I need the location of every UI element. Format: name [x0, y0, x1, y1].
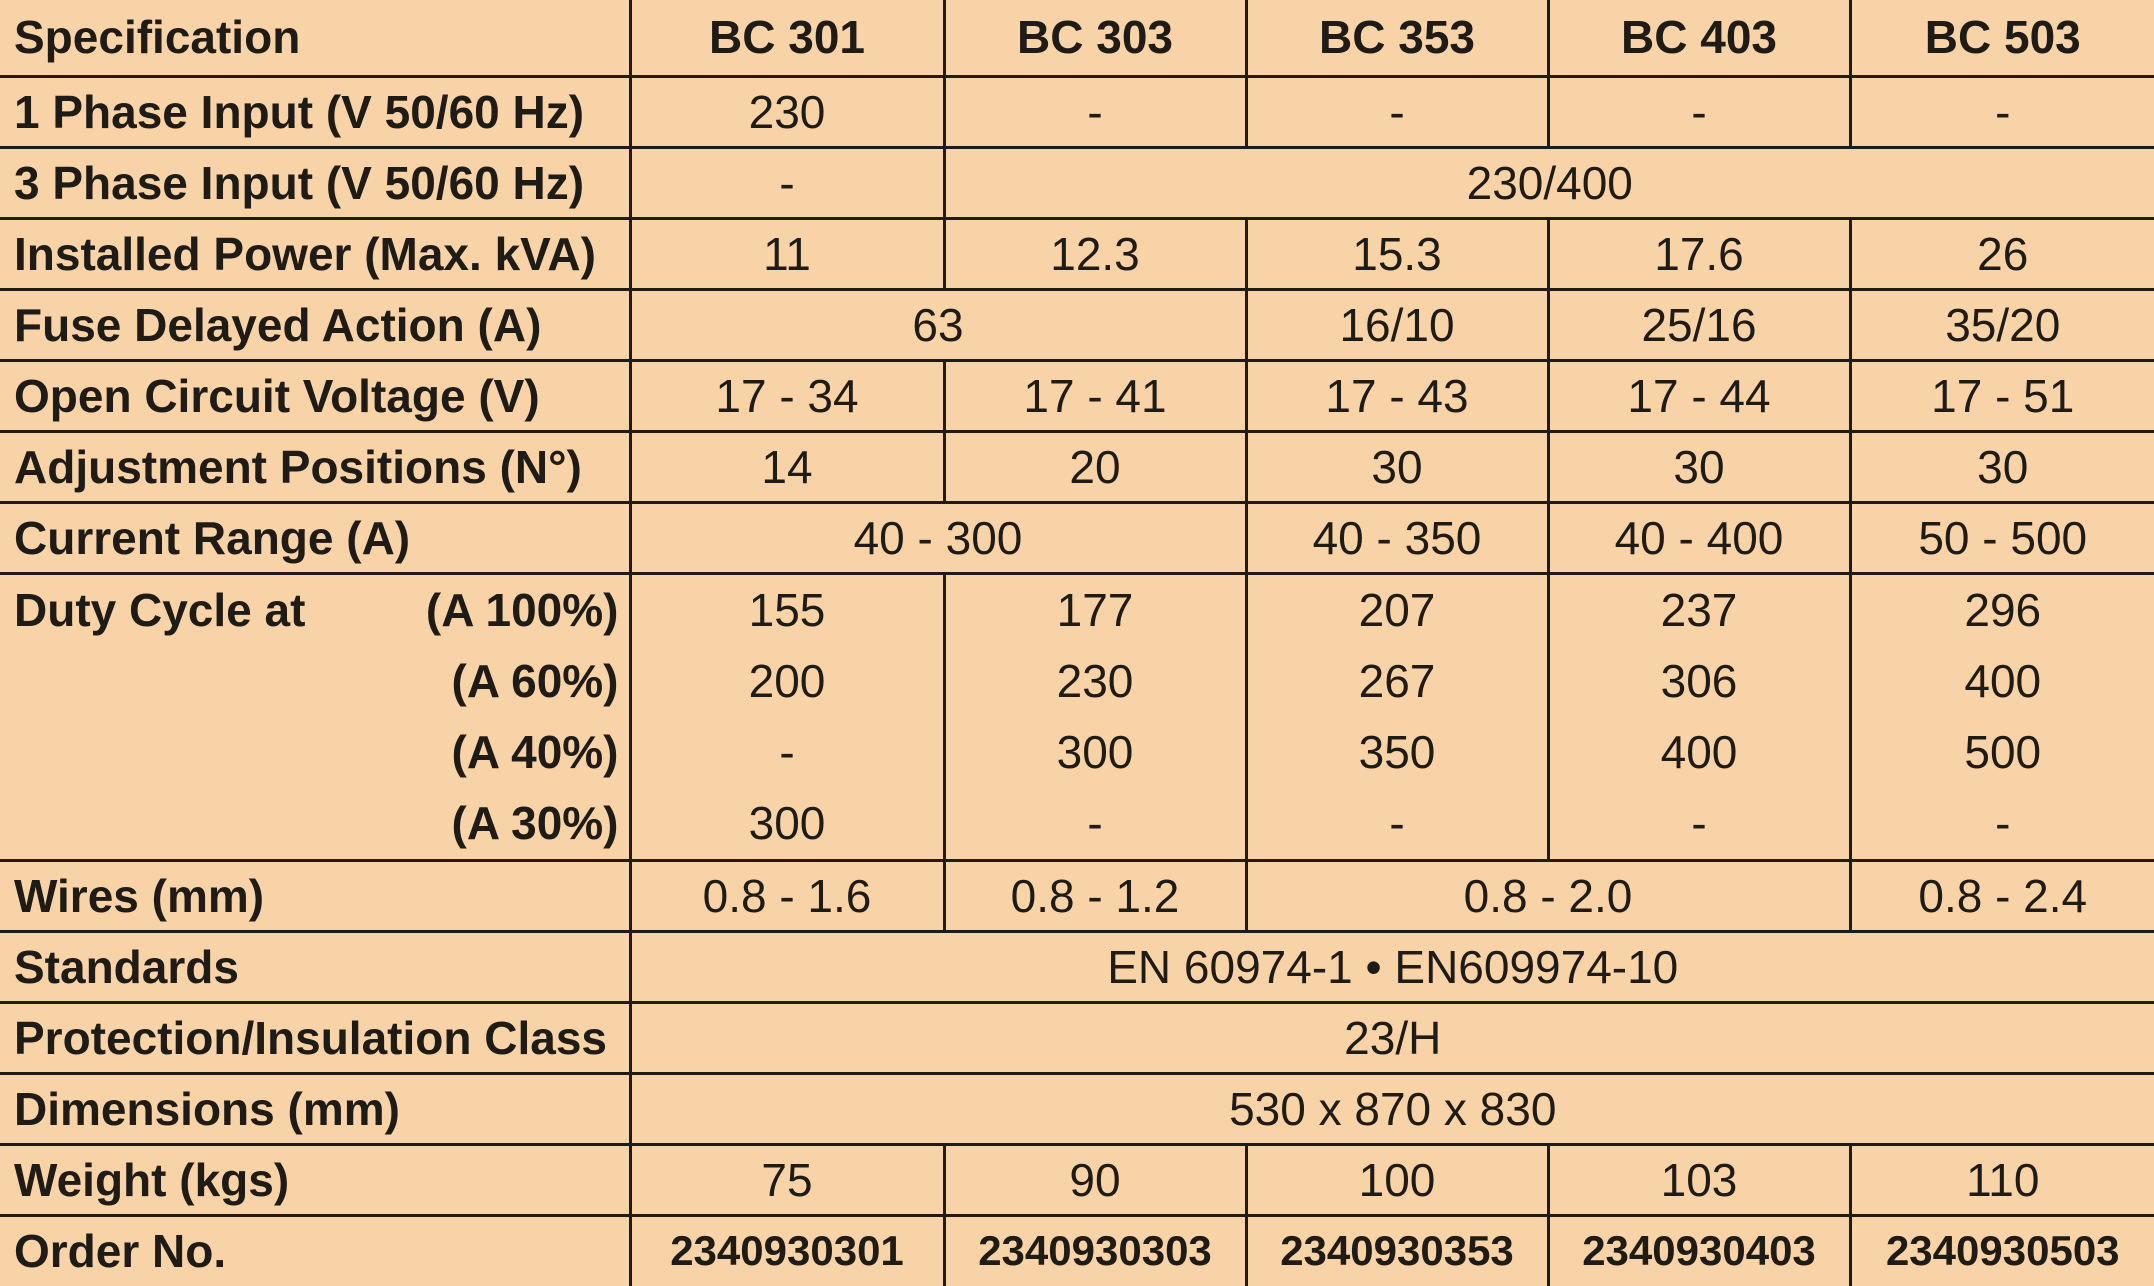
- standards-row: [0, 931, 2154, 1002]
- table-cell: 16/10: [1246, 289, 1548, 360]
- table-cell: -: [1548, 76, 1850, 147]
- table-cell: 17 - 44: [1548, 360, 1850, 431]
- row-label: Adjustment Positions (N°): [0, 431, 630, 502]
- model-bc353-header: BC 353: [1246, 0, 1548, 76]
- row-label: Protection/Insulation Class: [0, 1002, 630, 1073]
- order-number: 2340930353: [1246, 1215, 1548, 1286]
- header-row: [0, 0, 2154, 76]
- order-number: 2340930303: [944, 1215, 1246, 1286]
- table-cell: 400: [1964, 654, 2042, 707]
- table-cell: -: [779, 725, 795, 778]
- table-cell: 155: [748, 583, 826, 636]
- table-cell: 207: [1358, 583, 1436, 636]
- row-label: Weight (kgs): [0, 1144, 630, 1215]
- table-cell: 177: [1056, 583, 1134, 636]
- protection-row: [0, 1002, 2154, 1073]
- table-cell: 75: [630, 1144, 944, 1215]
- duty-percent: (A 100%): [425, 583, 619, 636]
- table-cell: 50 - 500: [1850, 502, 2154, 573]
- table-cell: 350: [1358, 725, 1436, 778]
- row-label: Open Circuit Voltage (V): [0, 360, 630, 431]
- table-cell: 300: [748, 796, 826, 849]
- table-cell-merged: 40 - 300: [630, 502, 1246, 573]
- duty-percent: (A 40%): [451, 725, 619, 778]
- table-cell: 0.8 - 1.6: [630, 860, 944, 931]
- table-cell: 300: [1056, 725, 1134, 778]
- table-cell: 0.8 - 2.4: [1850, 860, 2154, 931]
- table-cell: 296: [1964, 583, 2042, 636]
- model-bc503-header: BC 503: [1850, 0, 2154, 76]
- table-cell: -: [1246, 76, 1548, 147]
- table-cell: 90: [944, 1144, 1246, 1215]
- table-cell: 230: [630, 76, 944, 147]
- table-cell: 17.6: [1548, 218, 1850, 289]
- table-cell: 17 - 43: [1246, 360, 1548, 431]
- spec-header: Specification: [0, 0, 630, 76]
- wires-row: [0, 860, 2154, 931]
- dimensions-row: [0, 1073, 2154, 1144]
- table-cell: 14: [630, 431, 944, 502]
- phase1-row: [0, 76, 2154, 147]
- table-cell: 110: [1850, 1144, 2154, 1215]
- model-bc301-header: BC 301: [630, 0, 944, 76]
- table-cell: 230: [1056, 654, 1134, 707]
- duty-column: [1246, 573, 1548, 860]
- table-cell: 267: [1358, 654, 1436, 707]
- row-label: 1 Phase Input (V 50/60 Hz): [0, 76, 630, 147]
- row-label: Installed Power (Max. kVA): [0, 218, 630, 289]
- table-cell-merged: 530 x 870 x 830: [630, 1073, 2154, 1144]
- table-cell: -: [1995, 796, 2011, 849]
- fuse-row: [0, 289, 2154, 360]
- table-cell: 237: [1660, 583, 1738, 636]
- table-cell: 15.3: [1246, 218, 1548, 289]
- table-cell: 30: [1850, 431, 2154, 502]
- table-cell: 200: [748, 654, 826, 707]
- ocv-row: [0, 360, 2154, 431]
- row-label: Standards: [0, 931, 630, 1002]
- duty-percent: (A 30%): [451, 796, 619, 849]
- phase3-row: [0, 147, 2154, 218]
- table-cell: 100: [1246, 1144, 1548, 1215]
- table-cell: 17 - 51: [1850, 360, 2154, 431]
- duty-column: [944, 573, 1246, 860]
- adjust-row: [0, 431, 2154, 502]
- table-cell: 30: [1548, 431, 1850, 502]
- table-cell: -: [1850, 76, 2154, 147]
- duty-percent-list: [426, 575, 619, 859]
- table-cell-merged: 0.8 - 2.0: [1246, 860, 1850, 931]
- row-label: Current Range (A): [0, 502, 630, 573]
- model-bc403-header: BC 403: [1548, 0, 1850, 76]
- table-cell: 12.3: [944, 218, 1246, 289]
- table-cell: 40 - 400: [1548, 502, 1850, 573]
- power-row: [0, 218, 2154, 289]
- table-cell: 25/16: [1548, 289, 1850, 360]
- duty-row: [0, 573, 2154, 860]
- table-cell: 26: [1850, 218, 2154, 289]
- table-cell: -: [630, 147, 944, 218]
- table-cell: 103: [1548, 1144, 1850, 1215]
- table-cell: 0.8 - 1.2: [944, 860, 1246, 931]
- row-label: Duty Cycle at: [14, 583, 306, 636]
- table-cell: 30: [1246, 431, 1548, 502]
- row-label: Order No.: [0, 1215, 630, 1286]
- table-cell: -: [1691, 796, 1707, 849]
- table-cell: 306: [1660, 654, 1738, 707]
- table-cell-merged: 63: [630, 289, 1246, 360]
- table-cell: 500: [1964, 725, 2042, 778]
- table-cell: -: [944, 76, 1246, 147]
- table-cell: 400: [1660, 725, 1738, 778]
- table-cell: 17 - 41: [944, 360, 1246, 431]
- current-row: [0, 502, 2154, 573]
- table-cell: -: [1389, 796, 1405, 849]
- order-number: 2340930403: [1548, 1215, 1850, 1286]
- table-cell-merged: 230/400: [944, 147, 2154, 218]
- model-bc303-header: BC 303: [944, 0, 1246, 76]
- row-label: Wires (mm): [0, 860, 630, 931]
- table-cell: 20: [944, 431, 1246, 502]
- row-label: Dimensions (mm): [0, 1073, 630, 1144]
- order-number: 2340930503: [1850, 1215, 2154, 1286]
- weight-row: [0, 1144, 2154, 1215]
- duty-column: [1850, 573, 2154, 860]
- order-row: [0, 1215, 2154, 1286]
- table-cell: -: [1087, 796, 1103, 849]
- duty-column: [1548, 573, 1850, 860]
- row-label: 3 Phase Input (V 50/60 Hz): [0, 147, 630, 218]
- duty-column: [630, 573, 944, 860]
- table-cell-merged: 23/H: [630, 1002, 2154, 1073]
- table-cell: 35/20: [1850, 289, 2154, 360]
- duty-label-cell: [0, 573, 630, 860]
- duty-percent: (A 60%): [451, 654, 619, 707]
- table-cell: 11: [630, 218, 944, 289]
- table-cell: 17 - 34: [630, 360, 944, 431]
- order-number: 2340930301: [630, 1215, 944, 1286]
- row-label: Fuse Delayed Action (A): [0, 289, 630, 360]
- table-cell-merged: EN 60974-1 • EN609974-10: [630, 931, 2154, 1002]
- table-cell: 40 - 350: [1246, 502, 1548, 573]
